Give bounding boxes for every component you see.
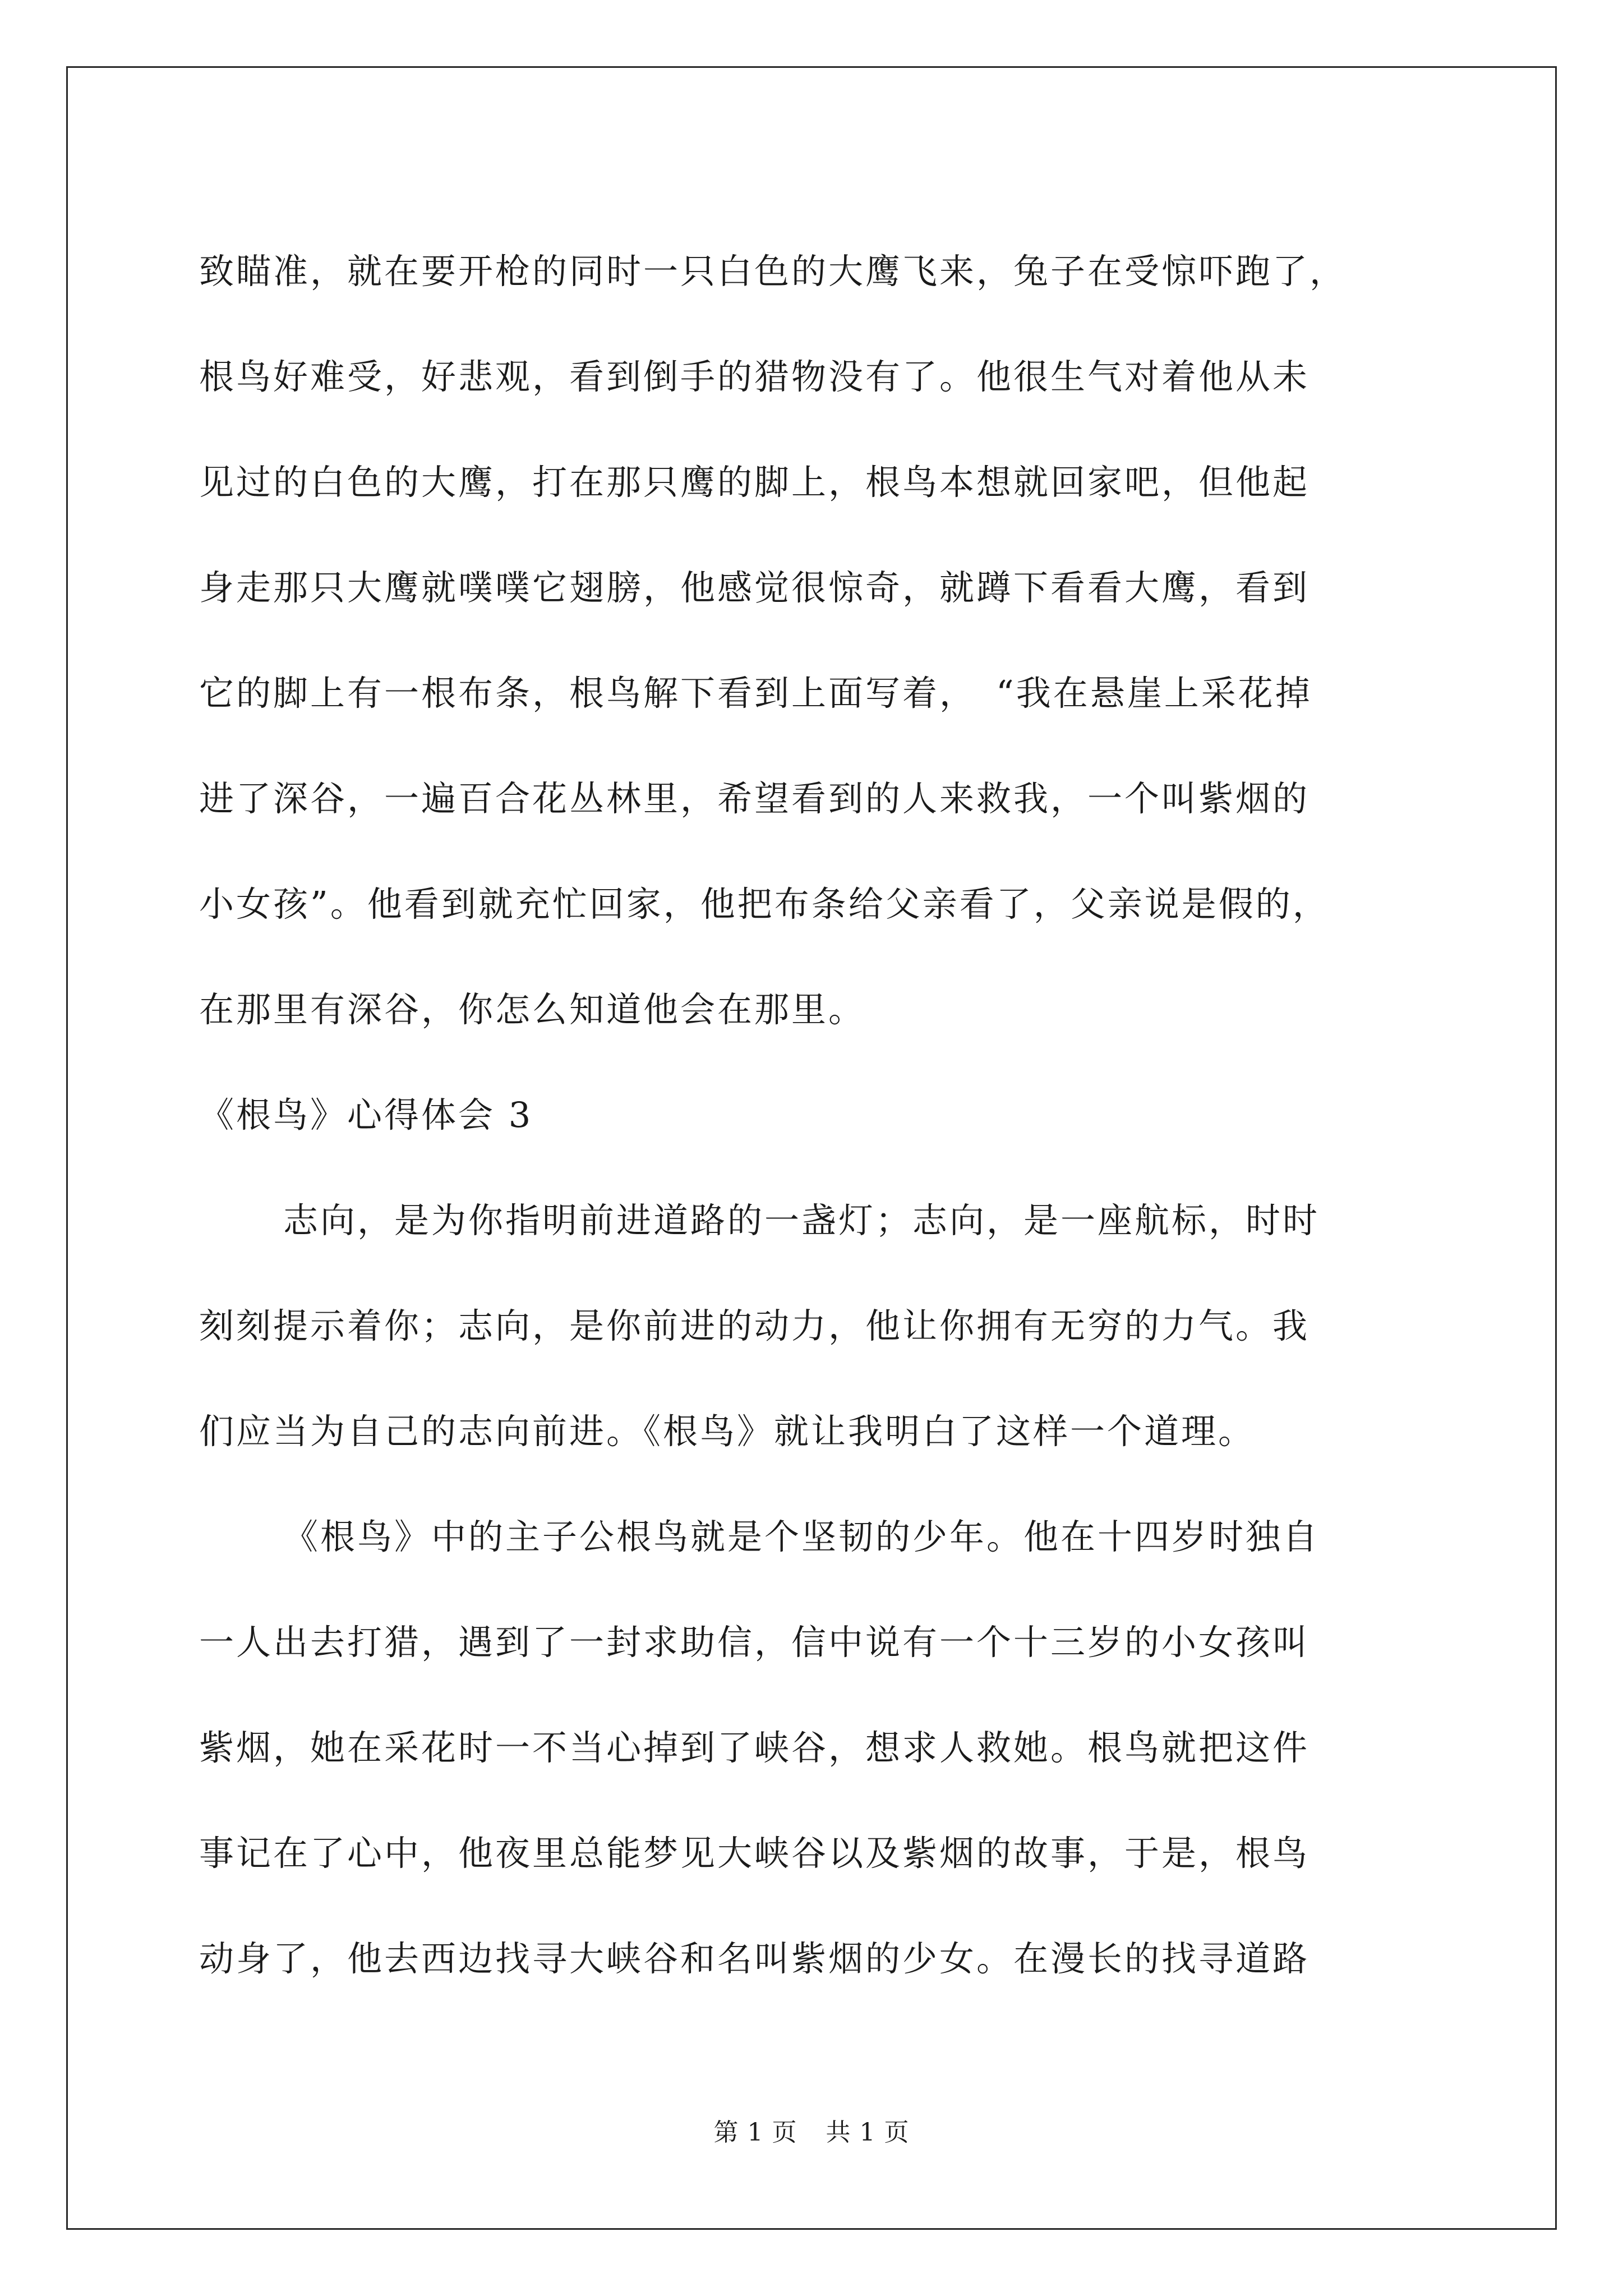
text-line: 紫烟，她在采花时一不当心掉到了峡谷，想求人救她。根鸟就把这件 xyxy=(199,1727,1310,1768)
document-body xyxy=(199,219,1433,2012)
text-line: 身走那只大鹰就噗噗它翅膀，他感觉很惊奇，就蹲下看看大鹰，看到 xyxy=(199,567,1310,608)
text-line: 致瞄准，就在要开枪的同时一只白色的大鹰飞来，兔子在受惊吓跑了， xyxy=(199,251,1347,292)
text-line: 根鸟好难受，好悲观，看到倒手的猎物没有了。他很生气对着他从未 xyxy=(199,356,1310,397)
page-footer xyxy=(0,2112,1623,2148)
text-line: 事记在了心中，他夜里总能梦见大峡谷以及紫烟的故事，于是，根鸟 xyxy=(199,1833,1310,1874)
text-line: 们应当为自己的志向前进。《根鸟》就让我明白了这样一个道理。 xyxy=(199,1411,1256,1452)
text-line: 一人出去打猎，遇到了一封求助信，信中说有一个十三岁的小女孩叫 xyxy=(199,1622,1310,1663)
text-line: 志向，是为你指明前进道路的一盏灯；志向，是一座航标，时时 xyxy=(283,1200,1320,1241)
page-total: 共 1 页 xyxy=(826,2118,910,2147)
text-line: 刻刻提示着你；志向，是你前进的动力，他让你拥有无穷的力气。我 xyxy=(199,1305,1310,1346)
text-line: 小女孩”。他看到就充忙回家，他把布条给父亲看了，父亲说是假的， xyxy=(199,884,1330,924)
text-line: 在那里有深谷，你怎么知道他会在那里。 xyxy=(199,989,866,1030)
text-line: 它的脚上有一根布条，根鸟解下看到上面写着， “我在悬崖上采花掉 xyxy=(199,673,1312,714)
text-line: 见过的白色的大鹰，打在那只鹰的脚上，根鸟本想就回家吧，但他起 xyxy=(199,462,1310,503)
paragraph-2 xyxy=(199,1168,1433,1484)
text-line: 进了深谷，一遍百合花丛林里，希望看到的人来救我，一个叫紫烟的 xyxy=(199,778,1310,819)
text-line: 动身了，他去西边找寻大峡谷和名叫紫烟的少女。在漫长的找寻道路 xyxy=(199,1938,1310,1979)
page-number: 第 1 页 xyxy=(713,2118,797,2147)
section-heading: 《根鸟》心得体会 3 xyxy=(199,1094,533,1135)
paragraph-1 xyxy=(199,219,1433,1062)
text-line: 《根鸟》中的主子公根鸟就是个坚韧的少年。他在十四岁时独自 xyxy=(283,1516,1320,1557)
paragraph-3 xyxy=(199,1484,1433,2012)
